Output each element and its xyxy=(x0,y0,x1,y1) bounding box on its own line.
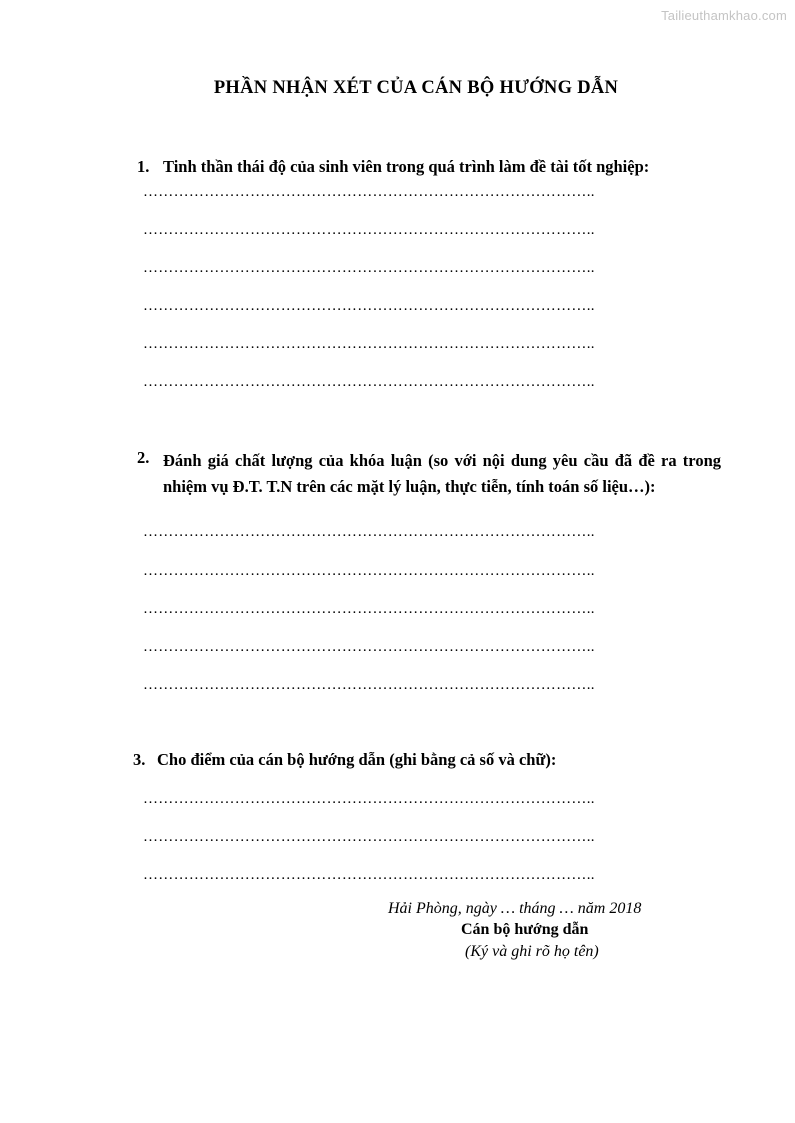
section-3-answer-line[interactable]: …………………………………………………………………………….. xyxy=(143,867,595,883)
section-3-heading xyxy=(133,750,733,770)
signature-role: Cán bộ hướng dẫn xyxy=(461,921,589,938)
section-2-answer-line[interactable]: …………………………………………………………………………….. xyxy=(143,563,595,579)
section-1-answer-line[interactable]: …………………………………………………………………………….. xyxy=(143,184,595,200)
section-2-answer-line[interactable]: …………………………………………………………………………….. xyxy=(143,524,595,540)
section-2-heading xyxy=(137,448,721,500)
signature-place-date: Hải Phòng, ngày … tháng … năm 2018 xyxy=(388,900,642,917)
section-2-title: Đánh giá chất lượng của khóa luận (so với nội dung yêu cầu đã đề ra trong nhiệm vụ Đ.T. T.N trên các mặt lý luận, thực tiễn, tính toán số liệu…): xyxy=(163,451,721,496)
section-1-number: 1. xyxy=(137,157,150,176)
section-3-title: Cho điểm của cán bộ hướng dẫn (ghi bằng cả số và chữ): xyxy=(157,750,557,769)
section-2-number: 2. xyxy=(137,448,150,467)
watermark: Tailieuthamkhao.com xyxy=(661,8,787,23)
section-1-answer-line[interactable]: …………………………………………………………………………….. xyxy=(143,260,595,276)
signature-note: (Ký và ghi rõ họ tên) xyxy=(465,943,599,960)
section-1-title: Tinh thần thái độ của sinh viên trong quá trình làm đề tài tốt nghiệp: xyxy=(163,157,650,176)
page-title: PHẦN NHẬN XÉT CỦA CÁN BỘ HƯỚNG DẪN xyxy=(213,78,619,98)
section-1-heading xyxy=(137,157,737,177)
section-2-answer-line[interactable]: …………………………………………………………………………….. xyxy=(143,639,595,655)
section-1-answer-line[interactable]: …………………………………………………………………………….. xyxy=(143,222,595,238)
section-3-answer-line[interactable]: …………………………………………………………………………….. xyxy=(143,791,595,807)
section-1-answer-line[interactable]: …………………………………………………………………………….. xyxy=(143,374,595,390)
section-1-answer-line[interactable]: …………………………………………………………………………….. xyxy=(143,298,595,314)
section-1-answer-line[interactable]: …………………………………………………………………………….. xyxy=(143,336,595,352)
section-2-answer-line[interactable]: …………………………………………………………………………….. xyxy=(143,601,595,617)
section-3-answer-line[interactable]: …………………………………………………………………………….. xyxy=(143,829,595,845)
section-2-answer-line[interactable]: …………………………………………………………………………….. xyxy=(143,677,595,693)
section-3-number: 3. xyxy=(133,750,146,769)
